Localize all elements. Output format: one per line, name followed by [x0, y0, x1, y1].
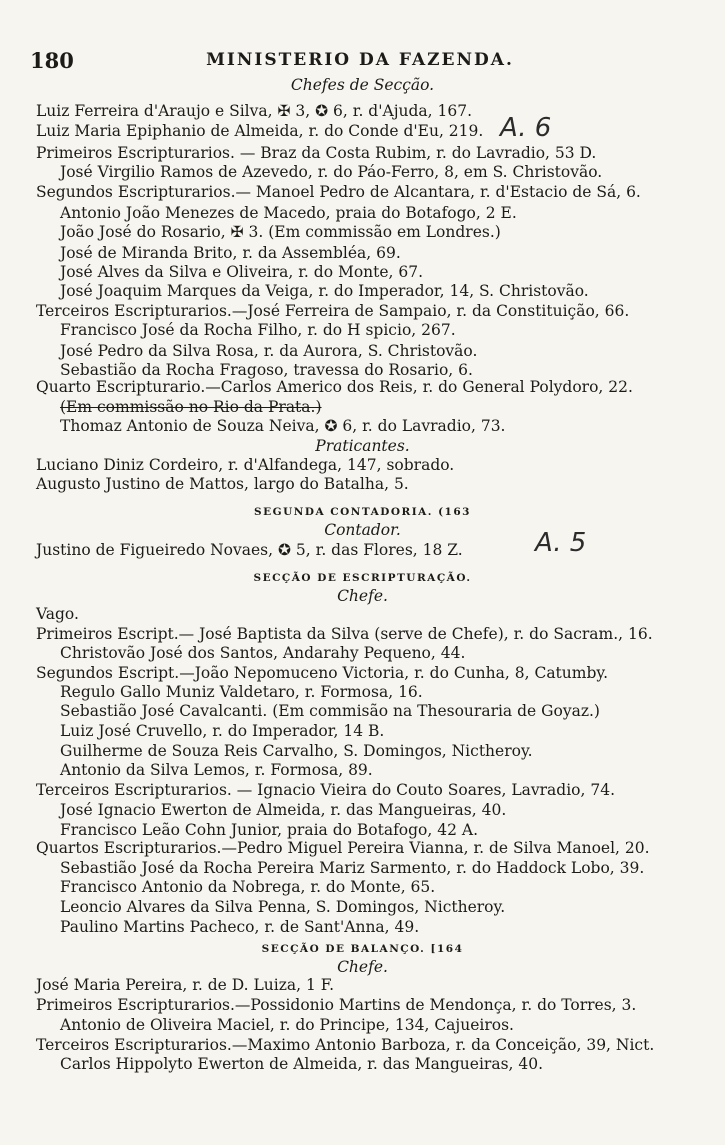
text-line: Antonio da Silva Lemos, r. Formosa, 89. [60, 761, 373, 779]
text-line: Segundos Escripturarios.— Manoel Pedro de Alcantara, r. d'Estacio de Sá, 6. [36, 183, 641, 201]
text-line: José Pedro da Silva Rosa, r. da Aurora, S. Christovão. [60, 342, 478, 360]
running-title: MINISTERIO DA FAZENDA. [206, 50, 514, 70]
text-line: Vago. [36, 605, 79, 623]
text-line: (Em commissão no Rio da Prata.) [60, 398, 322, 416]
text-line: Christovão José dos Santos, Andarahy Pequeno, 44. [60, 644, 466, 662]
text-line: José de Miranda Brito, r. da Assembléa, 69. [60, 244, 401, 262]
text-line: Chefe. [337, 958, 388, 976]
text-line: José Ignacio Ewerton de Almeida, r. das Mangueiras, 40. [60, 801, 507, 819]
text-line: Contador. [324, 521, 401, 539]
text-line: Terceiros Escripturarios.—José Ferreira de Sampaio, r. da Constituição, 66. [36, 302, 630, 320]
text-line: Antonio de Oliveira Maciel, r. do Principe, 134, Cajueiros. [60, 1016, 514, 1034]
text-line: Chefes de Secção. [290, 76, 435, 94]
text-line: SEGUNDA CONTADORIA. (163 [254, 506, 471, 518]
page-number: 180 [30, 48, 74, 73]
text-line: Francisco José da Rocha Filho, r. do H spicio, 267. [60, 321, 456, 339]
text-line: Sebastião José Cavalcanti. (Em commisão na Thesouraria de Goyaz.) [60, 702, 600, 720]
text-line: Primeiros Escript.— José Baptista da Silva (serve de Chefe), r. do Sacram., 16. [36, 625, 653, 643]
text-line: Paulino Martins Pacheco, r. de Sant'Anna, 49. [60, 918, 420, 936]
text-line: Sebastião José da Rocha Pereira Mariz Sarmento, r. do Haddock Lobo, 39. [60, 859, 645, 877]
text-line: Augusto Justino de Mattos, largo do Batalha, 5. [36, 475, 409, 493]
text-line: Primeiros Escripturarios. — Braz da Costa Rubim, r. do Lavradio, 53 D. [36, 144, 597, 162]
text-line: José Maria Pereira, r. de D. Luiza, 1 F. [36, 976, 335, 994]
text-line: Sebastião da Rocha Fragoso, travessa do Rosario, 6. [60, 361, 473, 379]
text-line: José Virgilio Ramos de Azevedo, r. do Páo-Ferro, 8, em S. Christovão. [60, 163, 603, 181]
text-line: Justino de Figueiredo Novaes, ✪ 5, r. das Flores, 18 Z. [36, 541, 463, 559]
text-line: Chefe. [337, 587, 388, 605]
text-line: Primeiros Escripturarios.—Possidonio Martins de Mendonça, r. do Torres, 3. [36, 996, 637, 1014]
text-line: SECÇÃO DE BALANÇO. [164 [261, 943, 464, 955]
text-line: Carlos Hippolyto Ewerton de Almeida, r. das Mangueiras, 40. [60, 1055, 544, 1073]
text-line: Quartos Escripturarios.—Pedro Miguel Pereira Vianna, r. de Silva Manoel, 20. [36, 839, 650, 857]
text-line: Guilherme de Souza Reis Carvalho, S. Domingos, Nictheroy. [60, 742, 533, 760]
text-line: Leoncio Alvares da Silva Penna, S. Domingos, Nictheroy. [60, 898, 506, 916]
handwritten-note: A. 5 [535, 528, 587, 558]
text-line: SECÇÃO DE ESCRIPTURAÇÃO. [253, 572, 472, 584]
text-line: Terceiros Escripturarios. — Ignacio Vieira do Couto Soares, Lavradio, 74. [36, 781, 616, 799]
text-line: João José do Rosario, ✠ 3. (Em commissão em Londres.) [60, 223, 501, 241]
text-line: Thomaz Antonio de Souza Neiva, ✪ 6, r. do Lavradio, 73. [60, 417, 506, 435]
text-line: Regulo Gallo Muniz Valdetaro, r. Formosa, 16. [60, 683, 423, 701]
handwritten-note: A. 6 [500, 113, 552, 143]
text-line: Terceiros Escripturarios.—Maximo Antonio Barboza, r. da Conceição, 39, Nict. [36, 1036, 655, 1054]
text-line: Francisco Antonio da Nobrega, r. do Monte, 65. [60, 878, 436, 896]
text-line: José Joaquim Marques da Veiga, r. do Imperador, 14, S. Christovão. [60, 282, 589, 300]
page-header [30, 48, 690, 74]
text-line: Luciano Diniz Cordeiro, r. d'Alfandega, 147, sobrado. [36, 456, 455, 474]
text-line: Luiz Maria Epiphanio de Almeida, r. do Conde d'Eu, 219. [36, 122, 484, 140]
text-line: Segundos Escript.—João Nepomuceno Victoria, r. do Cunha, 8, Catumby. [36, 664, 609, 682]
text-line: Luiz José Cruvello, r. do Imperador, 14 B. [60, 722, 385, 740]
text-line: José Alves da Silva e Oliveira, r. do Monte, 67. [60, 263, 424, 281]
text-line: Antonio João Menezes de Macedo, praia do Botafogo, 2 E. [60, 204, 517, 222]
text-line: Francisco Leão Cohn Junior, praia do Botafogo, 42 A. [60, 821, 479, 839]
text-line: Praticantes. [315, 437, 410, 455]
text-line: Quarto Escripturario.—Carlos Americo dos Reis, r. do General Polydoro, 22. [36, 378, 633, 396]
text-line: Luiz Ferreira d'Araujo e Silva, ✠ 3, ✪ 6, r. d'Ajuda, 167. [36, 102, 473, 120]
